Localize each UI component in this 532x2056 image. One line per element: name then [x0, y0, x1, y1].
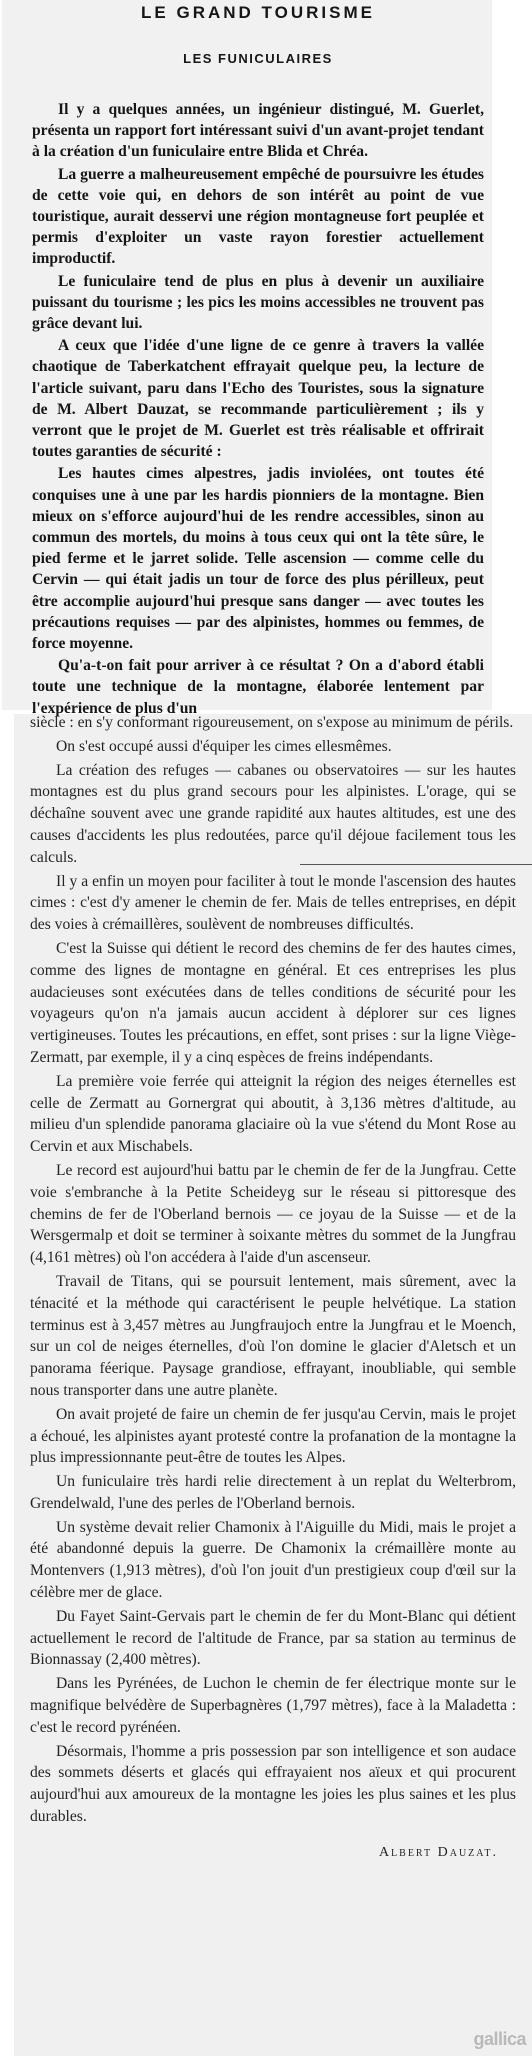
- paragraph: La création des refuges — cabanes ou observatoires — sur les hautes montagnes est du plus grand secours pour les alpinistes. L'orage, qui se déchaîne souvent avec une grande rapidité aux hautes altitudes, est une des causes d'accidents les plus redoutées, parce qu'il déjoue facilement tous les calculs.: [30, 761, 516, 866]
- paragraph: Il y a quelques années, un ingénieur distingué, M. Guerlet, présenta un rapport fort intéressant suivi d'un avant-projet tendant à la création d'un funiculaire entre Blida et Chréa.: [32, 101, 484, 161]
- paragraph: On avait projeté de faire un chemin de fer jusqu'au Cervin, mais le projet a échoué, les alpinistes ayant protesté contre la profanation de la montagne la plus impressionnante peut-être de toutes les Alpes.: [30, 1405, 516, 1467]
- page-margin: [492, 0, 532, 714]
- paragraph: On s'est occupé aussi d'équiper les cimes ellesmêmes.: [56, 737, 392, 755]
- paragraph: Un funiculaire très hardi relie directement à un replat du Welterbrom, Grendelwald, l'une des perles de l'Oberland bernois.: [30, 1473, 516, 1512]
- paragraph: Les hautes cimes alpestres, jadis inviolées, ont toutes été conquises une à une par les hardis pionniers de la montagne. Bien mieux on s'efforce aujourd'hui de les rendre accessibles, sinon au commun des mortels, du moins à tous ceux qui ont la tête sûre, le pied ferme et le jarret solide. Telle ascension — comme celle du Cervin — qui était jadis un tour de force des plus périlleux, peut être accomplie aujourd'hui presque sans danger — avec toutes les précautions requises — par des alpinistes, hommes ou femmes, de force moyenne.: [32, 465, 484, 653]
- article-column-upper: [32, 0, 484, 719]
- paragraph: Qu'a-t-on fait pour arriver à ce résultat ? On a d'abord établi toute une technique de la montagne, élaborée lentement par l'expérience de plus d'un: [32, 657, 484, 717]
- paragraph: siècle : en s'y conformant rigoureusement, on s'expose au minimum de périls.: [30, 714, 514, 731]
- scan-cut-line: [300, 864, 532, 865]
- paragraph: Le funiculaire tend de plus en plus à devenir un auxiliaire puissant du tourisme ; les pics les moins accessibles ne trouvent pas grâce devant lui.: [32, 272, 484, 333]
- author-signature: Albert Dauzat.: [378, 1844, 498, 1860]
- article-subtitle: LES FUNICULAIRES: [183, 51, 333, 66]
- paragraph: C'est la Suisse qui détient le record des chemins de fer des hautes cimes, comme des lignes de montagne en général. Et ces entreprises les plus audacieuses sont exécutées dans de telles conditions de sécurité pour les voyageurs qu'on n'a jamais aucun accident à déplorer sur ces lignes vertigineuses. Toutes les précautions, en effet, sont prises : sur la ligne Viège-Zermatt, par exemple, il y a cinq espèces de freins indépendants.: [30, 939, 516, 1066]
- paragraph: Travail de Titans, qui se poursuit lentement, mais sûrement, avec la ténacité et la méthode qui caractérisent le peuple helvétique. La station terminus est à 3,457 mètres au Jungfraujoch entre la Jungfrau et le Moench, sur un col de neiges éternelles, d'où l'on domine le glacier d'Aletsch et un panorama féerique. Paysage grandiose, effrayant, inoubliable, qui semble nous transporter dans une autre planète.: [30, 1272, 516, 1399]
- article-title: LE GRAND TOURISME: [141, 3, 375, 22]
- article-column-lower: [30, 712, 516, 1864]
- paragraph: La première voie ferrée qui atteignit la région des neiges éternelles est celle de Zermatt au Gornergrat qui aboutit, à 3,136 mètres d'altitude, au milieu d'un splendide panorama glaciaire où la vue s'étend du Mont Rose au Cervin et aux Mischabels.: [30, 1072, 516, 1156]
- paragraph: Un système devait relier Chamonix à l'Aiguille du Midi, mais le projet a été abandonné depuis la guerre. De Chamonix la crémaillère monte au Montenvers (1,913 mètres), d'où l'on jouit d'un prestigieux coup d'œil sur la célèbre mer de glace.: [30, 1518, 516, 1602]
- paragraph: Le record est aujourd'hui battu par le chemin de fer de la Jungfrau. Cette voie s'embranche à la Petite Scheideyg sur le réseau si pittoresque des chemins de fer de l'Oberland bernois — ce joyau de la Suisse — et de la Wersgermalp et doit se terminer à soixante mètres du sommet de la Jungfrau (4,161 mètres) où l'on accédera à l'aide d'un ascenseur.: [30, 1161, 516, 1267]
- paragraph: Dans les Pyrénées, de Luchon le chemin de fer électrique monte sur le magnifique belvédère de Superbagnères (1,797 mètres), face à la Maladetta : c'est le record pyrénéen.: [30, 1675, 516, 1736]
- gallica-watermark: gallica: [473, 2029, 526, 2049]
- paragraph: La guerre a malheureusement empêché de poursuivre les études de cette voie qui, en dehors de son intérêt au point de vue touristique, aurait desservi une région montagneuse fort peuplée et permis d'exploiter un vaste rayon forestier actuellement improductif.: [32, 165, 484, 268]
- paragraph: Il y a enfin un moyen pour faciliter à tout le monde l'ascension des hautes cimes : c'est d'y amener le chemin de fer. Mais de telles entreprises, en dépit des voies à crémaillères, soulèvent de nombreuses difficultés.: [30, 872, 516, 934]
- paragraph: Désormais, l'homme a pris possession par son intelligence et son audace des sommets déserts et glacés qui effrayaient nos aïeux et qui procurent aujourd'hui aux amoureux de la montagne les joies les plus saines et les plus durables.: [30, 1742, 516, 1826]
- paragraph: A ceux que l'idée d'une ligne de ce genre à travers la vallée chaotique de Taberkatchent effrayait quelque peu, la lecture de l'article suivant, paru dans l'Echo des Touristes, sous la signature de M. Albert Dauzat, se recommande particulièrement ; ils y verront que le projet de M. Guerlet est très réalisable et offrirait toutes garanties de sécurité :: [32, 337, 484, 461]
- paragraph: Du Fayet Saint-Gervais part le chemin de fer du Mont-Blanc qui détient actuellement le record de l'altitude de France, par sa station au terminus de Bionnassay (2,400 mètres).: [30, 1607, 516, 1669]
